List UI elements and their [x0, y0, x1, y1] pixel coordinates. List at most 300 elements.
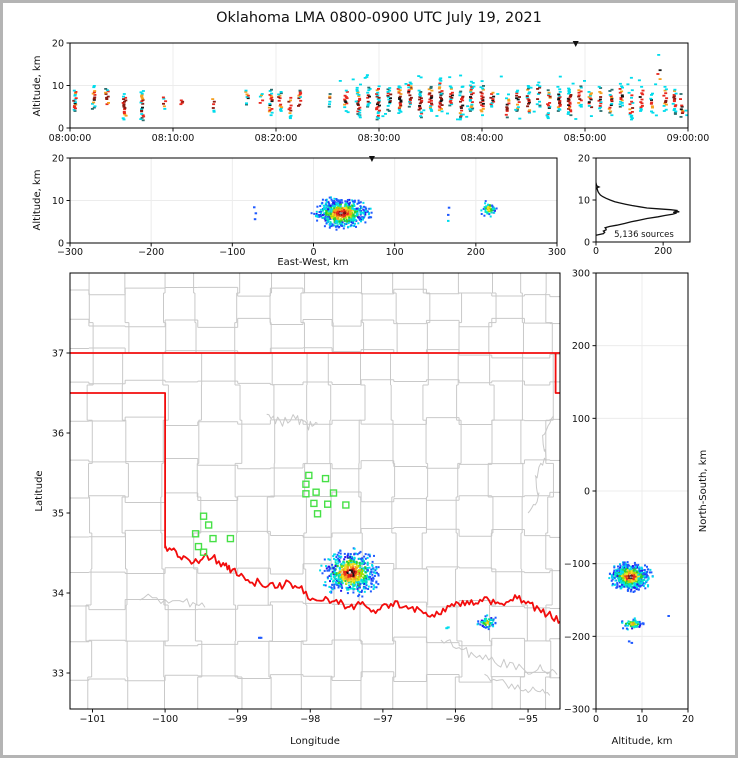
data-point	[377, 115, 380, 117]
data-point	[627, 561, 629, 563]
data-point	[369, 555, 371, 557]
data-point	[418, 105, 421, 107]
data-point	[644, 583, 646, 585]
data-point	[268, 107, 271, 109]
data-point	[352, 563, 354, 565]
data-point	[447, 214, 450, 216]
data-point	[328, 106, 331, 108]
data-point	[336, 198, 338, 200]
data-point	[362, 202, 364, 204]
station-marker	[201, 513, 207, 519]
data-point	[330, 215, 332, 217]
data-point	[419, 115, 422, 117]
data-point	[485, 200, 487, 202]
data-point	[679, 98, 682, 100]
data-point	[651, 93, 654, 95]
data-point	[486, 212, 488, 214]
data-point	[652, 576, 654, 578]
data-point	[485, 615, 487, 617]
data-point	[461, 96, 464, 98]
tick-label: 20	[681, 714, 695, 725]
data-point	[487, 206, 489, 208]
data-point	[626, 584, 628, 586]
data-point	[335, 565, 337, 567]
data-point	[428, 92, 431, 94]
data-point	[680, 108, 683, 110]
data-point	[348, 217, 350, 219]
data-point	[317, 216, 319, 218]
data-point	[360, 213, 362, 215]
source-count-annotation: 5,136 sources	[614, 230, 674, 240]
data-point	[339, 561, 341, 563]
data-point	[349, 559, 351, 561]
tick-label: 37	[51, 348, 64, 360]
data-point	[352, 200, 354, 202]
data-point	[430, 90, 433, 92]
data-point	[487, 622, 489, 624]
data-point	[639, 96, 642, 98]
data-point	[359, 562, 361, 564]
position-marker	[573, 41, 579, 47]
station-marker	[343, 502, 349, 508]
data-point	[347, 592, 349, 594]
data-point	[547, 112, 550, 114]
data-point	[339, 568, 341, 570]
data-point	[590, 115, 593, 117]
data-point	[376, 92, 379, 94]
data-point	[567, 88, 570, 90]
station-marker	[323, 476, 329, 482]
data-point	[246, 94, 249, 96]
data-point	[640, 92, 643, 94]
data-point	[333, 587, 335, 589]
page-title: Oklahoma LMA 0800-0900 UTC July 19, 2021	[216, 10, 542, 26]
data-point	[636, 626, 638, 628]
tick-label: 300	[547, 247, 567, 258]
data-point	[634, 617, 636, 619]
data-point	[339, 221, 341, 223]
data-point	[376, 586, 378, 588]
data-point	[353, 580, 355, 582]
data-point	[655, 115, 658, 117]
data-point	[630, 568, 632, 570]
data-point	[558, 108, 561, 110]
data-point	[332, 555, 334, 557]
data-point	[609, 573, 611, 575]
data-point	[574, 118, 577, 120]
data-point	[330, 578, 332, 580]
tick-label: 08:00:00	[48, 133, 92, 144]
data-point	[449, 85, 452, 87]
map-content	[67, 273, 569, 709]
tick-label: 100	[571, 413, 590, 425]
data-point	[92, 102, 95, 104]
state-border-line	[67, 393, 165, 548]
data-point	[528, 109, 531, 111]
data-point	[348, 564, 350, 566]
data-point	[336, 218, 338, 220]
data-point	[326, 223, 328, 225]
data-point	[611, 89, 614, 91]
data-point	[335, 210, 337, 212]
data-point	[290, 115, 293, 117]
data-point	[631, 89, 634, 91]
station-marker	[206, 522, 212, 528]
data-point	[270, 89, 273, 91]
data-point	[318, 214, 320, 216]
data-point	[662, 95, 665, 97]
data-point	[360, 220, 362, 222]
data-point	[384, 113, 387, 115]
data-point	[642, 90, 645, 92]
tick-label: 10	[51, 196, 64, 207]
data-point	[410, 97, 413, 99]
data-point	[73, 90, 76, 92]
data-point	[470, 81, 473, 83]
data-point	[322, 199, 324, 201]
data-point	[409, 82, 412, 84]
data-point	[354, 211, 356, 213]
data-point	[650, 111, 653, 113]
data-point	[343, 225, 345, 227]
data-point	[516, 90, 519, 92]
data-point	[347, 567, 349, 569]
data-point	[492, 206, 494, 208]
data-point	[386, 109, 389, 111]
data-point	[631, 583, 633, 585]
data-point	[628, 581, 630, 583]
data-point	[649, 569, 651, 571]
data-point	[340, 590, 342, 592]
data-point	[635, 564, 637, 566]
data-point	[337, 563, 339, 565]
river-line	[528, 416, 553, 513]
data-point	[398, 87, 401, 89]
data-point	[350, 224, 352, 226]
data-point	[496, 93, 499, 95]
data-point	[469, 96, 472, 98]
data-point	[363, 567, 365, 569]
data-point	[665, 88, 668, 90]
data-point	[357, 212, 359, 214]
data-point	[321, 202, 323, 204]
data-point	[337, 205, 339, 207]
data-point	[375, 581, 377, 583]
data-point	[75, 97, 78, 99]
data-point	[140, 113, 143, 115]
data-point	[477, 620, 479, 622]
data-point	[598, 91, 601, 93]
data-point	[626, 573, 628, 575]
data-point	[371, 574, 373, 576]
data-point	[673, 89, 676, 91]
data-point	[651, 105, 654, 107]
data-point	[344, 566, 346, 568]
data-point	[635, 566, 637, 568]
data-point	[630, 572, 632, 574]
tick-label: 200	[466, 247, 485, 258]
tick-label: 0	[57, 238, 64, 250]
data-point	[350, 553, 352, 555]
data-point	[636, 583, 638, 585]
data-point	[618, 573, 620, 575]
data-point	[462, 114, 465, 116]
tick-label: −300	[56, 247, 84, 258]
data-point	[621, 586, 623, 588]
data-point	[577, 102, 580, 104]
data-point	[245, 90, 248, 92]
data-point	[360, 551, 362, 553]
data-point	[358, 98, 361, 100]
data-point	[644, 564, 646, 566]
data-point	[505, 97, 508, 99]
data-point	[345, 580, 347, 582]
data-point	[620, 573, 622, 575]
data-point	[448, 76, 451, 78]
data-point	[334, 572, 336, 574]
data-point	[361, 558, 363, 560]
data-point	[163, 105, 166, 107]
data-point	[346, 589, 348, 591]
data-point	[485, 620, 487, 622]
data-point	[615, 580, 617, 582]
data-point	[518, 101, 521, 103]
data-point	[388, 87, 391, 89]
data-point	[361, 573, 363, 575]
data-point	[634, 572, 636, 574]
data-point	[461, 105, 464, 107]
data-point	[367, 569, 369, 571]
station-marker	[210, 536, 216, 542]
data-point	[347, 572, 349, 574]
data-point	[639, 101, 642, 103]
data-point	[579, 85, 582, 87]
data-point	[482, 108, 485, 110]
data-point	[340, 556, 342, 558]
ew-y-axis-label: Altitude, km	[32, 169, 43, 231]
tick-label: 0	[592, 714, 600, 725]
data-point	[378, 566, 380, 568]
data-point	[320, 209, 322, 211]
data-point	[357, 203, 359, 205]
data-point	[483, 208, 485, 210]
data-point	[641, 567, 643, 569]
data-point	[633, 587, 635, 589]
data-point	[646, 571, 648, 573]
data-point	[614, 584, 616, 586]
data-point	[548, 92, 551, 94]
station-marker	[311, 500, 317, 506]
data-point	[377, 88, 380, 90]
data-point	[439, 97, 442, 99]
data-point	[559, 76, 562, 78]
data-point	[353, 208, 355, 210]
map-panel	[52, 273, 569, 725]
data-point	[331, 203, 333, 205]
data-point	[583, 80, 586, 82]
data-point	[481, 114, 484, 116]
data-point	[354, 548, 356, 550]
tick-label: 10	[577, 195, 590, 207]
data-point	[268, 103, 271, 105]
data-point	[505, 114, 508, 116]
data-point	[333, 198, 335, 200]
data-point	[630, 97, 633, 99]
data-point	[271, 112, 274, 114]
data-point	[488, 628, 490, 630]
data-point	[447, 220, 450, 222]
data-point	[361, 590, 363, 592]
data-point	[619, 83, 622, 85]
data-point	[123, 93, 126, 95]
data-point	[358, 115, 361, 117]
data-point	[337, 216, 339, 218]
data-point	[350, 566, 352, 568]
ew-x-axis-label: East-West, km	[277, 257, 349, 268]
data-point	[355, 574, 357, 576]
data-point	[608, 577, 610, 579]
data-point	[352, 566, 354, 568]
data-point	[472, 86, 475, 88]
data-point	[626, 628, 628, 630]
data-point	[441, 90, 444, 92]
data-point	[620, 570, 622, 572]
data-point	[673, 108, 676, 110]
data-point	[346, 578, 348, 580]
data-point	[629, 583, 631, 585]
data-point	[500, 76, 503, 78]
data-point	[629, 585, 631, 587]
data-point	[354, 223, 356, 225]
data-point	[352, 79, 355, 81]
data-point	[637, 564, 639, 566]
east-west-panel	[52, 154, 566, 259]
data-point	[459, 75, 462, 77]
data-point	[624, 561, 626, 563]
data-point	[332, 588, 334, 590]
data-point	[320, 565, 322, 567]
data-point	[460, 110, 463, 112]
data-point	[341, 210, 343, 212]
data-point	[362, 562, 364, 564]
data-point	[123, 111, 126, 113]
data-point	[657, 54, 660, 56]
data-point	[656, 73, 659, 75]
data-point	[335, 575, 337, 577]
data-point	[351, 574, 353, 576]
data-point	[507, 94, 510, 96]
data-point	[526, 105, 529, 107]
data-point	[664, 92, 667, 94]
data-point	[363, 556, 365, 558]
data-point	[364, 581, 366, 583]
data-point	[354, 557, 356, 559]
data-point	[289, 97, 292, 99]
data-point	[330, 211, 332, 213]
data-point	[325, 216, 327, 218]
data-point	[339, 80, 342, 82]
data-point	[367, 588, 369, 590]
data-point	[418, 90, 421, 92]
data-point	[212, 110, 215, 112]
data-point	[492, 625, 494, 627]
data-point	[526, 95, 529, 97]
data-point	[664, 100, 667, 102]
data-point	[639, 621, 641, 623]
data-point	[93, 97, 96, 99]
data-point	[481, 213, 483, 215]
data-point	[356, 208, 358, 210]
data-point	[324, 581, 326, 583]
data-point	[371, 583, 373, 585]
data-point	[261, 100, 264, 102]
data-point	[647, 585, 649, 587]
data-point	[180, 100, 183, 102]
data-point	[435, 115, 438, 117]
data-point	[348, 222, 350, 224]
data-point	[640, 582, 642, 584]
data-point	[330, 205, 332, 207]
data-point	[611, 576, 613, 578]
data-point	[645, 580, 647, 582]
data-point	[365, 210, 367, 212]
data-point	[527, 85, 530, 87]
data-point	[338, 576, 340, 578]
data-point	[355, 101, 358, 103]
data-point	[331, 208, 333, 210]
data-point	[370, 216, 372, 218]
position-marker	[369, 156, 375, 162]
data-point	[482, 85, 485, 87]
data-point	[599, 105, 602, 107]
data-point	[324, 570, 326, 572]
ns-x-axis-label: Altitude, km	[611, 736, 673, 747]
data-point	[487, 204, 489, 206]
tick-label: 300	[571, 268, 590, 280]
data-point	[351, 587, 353, 589]
data-point	[344, 553, 346, 555]
tick-label: 34	[51, 588, 64, 600]
data-point	[162, 103, 165, 105]
data-point	[614, 575, 616, 577]
data-point	[350, 578, 352, 580]
data-point	[338, 587, 340, 589]
data-point	[538, 92, 541, 94]
data-point	[345, 574, 347, 576]
data-point	[440, 93, 443, 95]
data-point	[343, 209, 345, 211]
data-point	[628, 92, 631, 94]
data-point	[351, 570, 353, 572]
data-point	[365, 558, 367, 560]
data-point	[122, 96, 125, 98]
data-point	[548, 102, 551, 104]
data-point	[490, 216, 492, 218]
data-point	[324, 559, 326, 561]
data-point	[348, 207, 350, 209]
data-point	[377, 573, 379, 575]
data-point	[341, 225, 343, 227]
data-point	[359, 84, 362, 86]
data-point	[371, 580, 373, 582]
data-point	[659, 69, 662, 71]
data-point	[646, 574, 648, 576]
data-point	[373, 584, 375, 586]
data-point	[212, 103, 215, 105]
data-point	[490, 619, 492, 621]
data-point	[580, 104, 583, 106]
data-point	[313, 213, 315, 215]
